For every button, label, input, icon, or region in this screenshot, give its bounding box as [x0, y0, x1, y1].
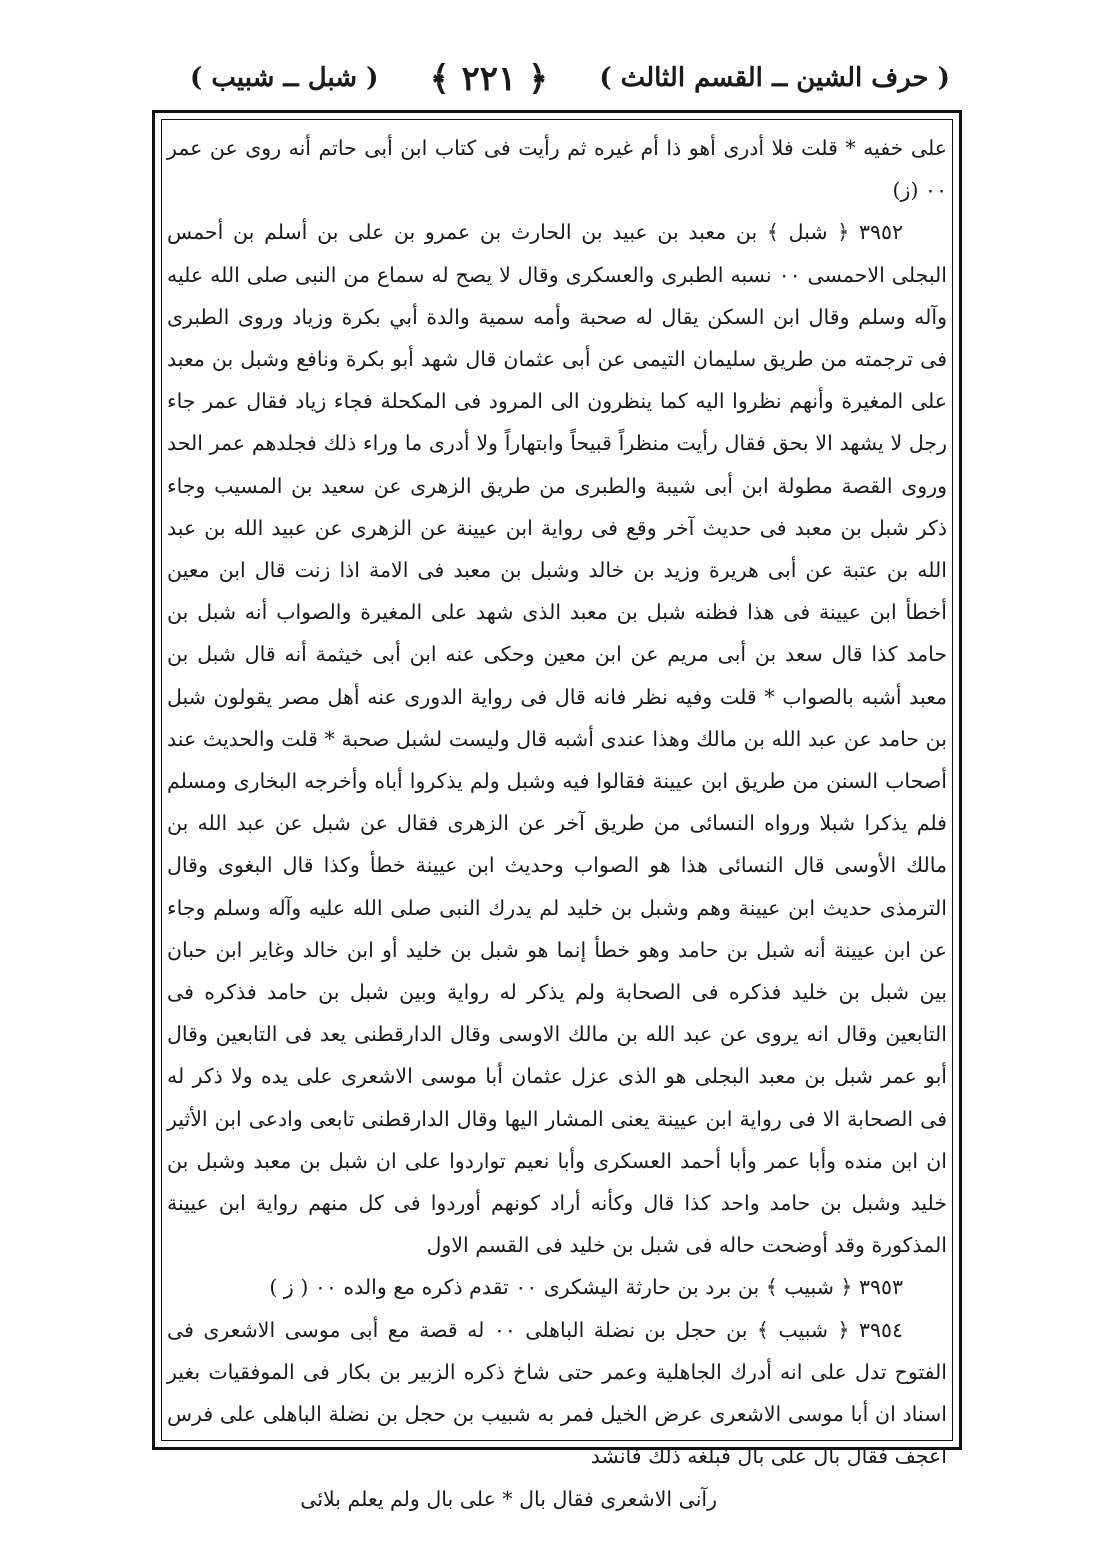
text-body [167, 127, 947, 1511]
entry-3954: ٣٩٥٤ ﴿ شبيب ﴾ بن حجل بن نضلة الباهلى ٠٠ له قصة مع أبى موسى الاشعرى فى الفتوح تدل على انه أدرك الجاهلية وعمر حتى شاخ ذكره الزبير بن بكار فى الموفقيات بغير اسناد ان أبا موسى الاشعرى عرض الخيل فمر به شبيب بن حجل بن نضلة الباهلى على فرس اعجف فقال بال على بال فبلغه ذلك فانشد [167, 1317, 947, 1469]
entry-3953: ٣٩٥٣ ﴿ شبيب ﴾ بن برد بن حارثة اليشكرى ٠٠ تقدم ذكره مع والده ٠٠ ( ز ) [269, 1275, 903, 1300]
header-entry-range: ( شبل ــ شبيب ) [190, 63, 379, 93]
page-header [190, 56, 950, 100]
entry-3952: ٣٩٥٢ ﴿ شبل ﴾ بن معبد بن عبيد بن الحارث بن عمرو بن على بن أسلم بن أحمس البجلى الاحمسى ٠٠ نسبه الطبرى والعسكرى وقال لا يصح له سماع من النبى صلى الله عليه وآله وسلم وقال ابن السكن يقال له صحبة وأمه سمية والدة أبي بكرة وزياد وروى الطبرى فى ترجمته من طريق سليمان التيمى عن أبى عثمان قال شهد أبو بكرة ونافع وشبل بن معبد على المغيرة وأنهم نظروا اليه كما ينظرون الى المرود فى المكحلة فجاء زياد فقال عمر جاء رجل لا يشهد الا بحق فقال رأيت منظراً قبيحاً وابتهاراً ولا أدرى ما وراء ذلك فجلدهم عمر الحد وروى القصة مطولة ابن أبى شيبة والطبرى من طريق الزهرى عن سعيد بن المسيب وجاء ذكر شبل بن معبد فى حديث آخر وقع فى رواية ابن عيينة عن الزهرى عن عبيد الله بن عبد الله بن عتبة عن أبى هريرة وزيد بن خالد وشبل بن معبد فى الامة اذا زنت قال ابن معين أخطأ ابن عيينة فى هذا فظنه شبل بن معبد الذى شهد على المغيرة والصواب أنه شبل بن حامد كذا قال سعد بن أبى مريم عن ابن معين وحكى عنه ابن أبى خيثمة أنه قال شبل بن معبد أشبه بالصواب * قلت وفيه نظر فانه قال فى رواية الدورى عنه أهل مصر يقولون شبل بن حامد عن عبد الله بن مالك وهذا عندى أشبه قال وليست لشبل صحبة * قلت والحديث عند أصحاب السنن من طريق ابن عيينة فقالوا فيه وشبل ولم يذكروا أباه وأخرجه البخارى ومسلم فلم يذكرا شبلا ورواه النسائى من طريق آخر عن الزهرى فقال عن شبل عن عبد الله بن مالك الأوسى قال النسائى هذا هو الصواب وحديث ابن عيينة خطأ وكذا قال البغوى وقال الترمذى حديث ابن عيينة وهم وشبل بن خليد لم يدرك النبى صلى الله عليه وآله وسلم وجاء عن ابن عيينة أنه شبل بن حامد وهو خطأ إنما هو شبل بن خليد أو ابن خالد وغاير ابن حبان بين شبل بن خليد فذكره فى الصحابة ولم يذكر له رواية وبين شبل بن حامد فذكره فى التابعين وقال انه يروى عن عبد الله بن مالك الاوسى وقال الدارقطنى يعد فى التابعين وقال أبو عمر شبل بن معبد البجلى هو الذى عزل عثمان أبا موسى الاشعرى على يده ولا ذكر له فى الصحابة الا فى رواية ابن عيينة يعنى المشار اليها وقال الدارقطنى تابعى وادعى ابن الأثير ان ابن منده وأبا عمر وأبا أحمد العسكرى وأبا نعيم تواردوا على ان شبل بن معبد وشبل بن خليد وشبل بن حامد واحد كذا قال وكأنه أراد كونهم أوردوا فى كل منهم رواية ابن عيينة المذكورة وقد أوضحت حاله فى شبل بن خليد فى القسم الاول [167, 220, 947, 1258]
page-border [152, 110, 962, 1511]
header-chapter-title: ( حرف الشين ــ القسم الثالث ) [599, 63, 950, 93]
poetry-verse: رآنى الاشعرى فقال بال * على بال ولم يعلم بلائى [300, 1486, 717, 1511]
page-number: ﴿ ٢٢١ ﴾ [429, 58, 549, 99]
paragraph-continuation: على خفيه * قلت فلا أدرى أهو ذا أم غيره ثم رأيت فى كتاب ابن أبى حاتم أنه روى عن عمر ٠٠ (ز) [167, 136, 947, 203]
